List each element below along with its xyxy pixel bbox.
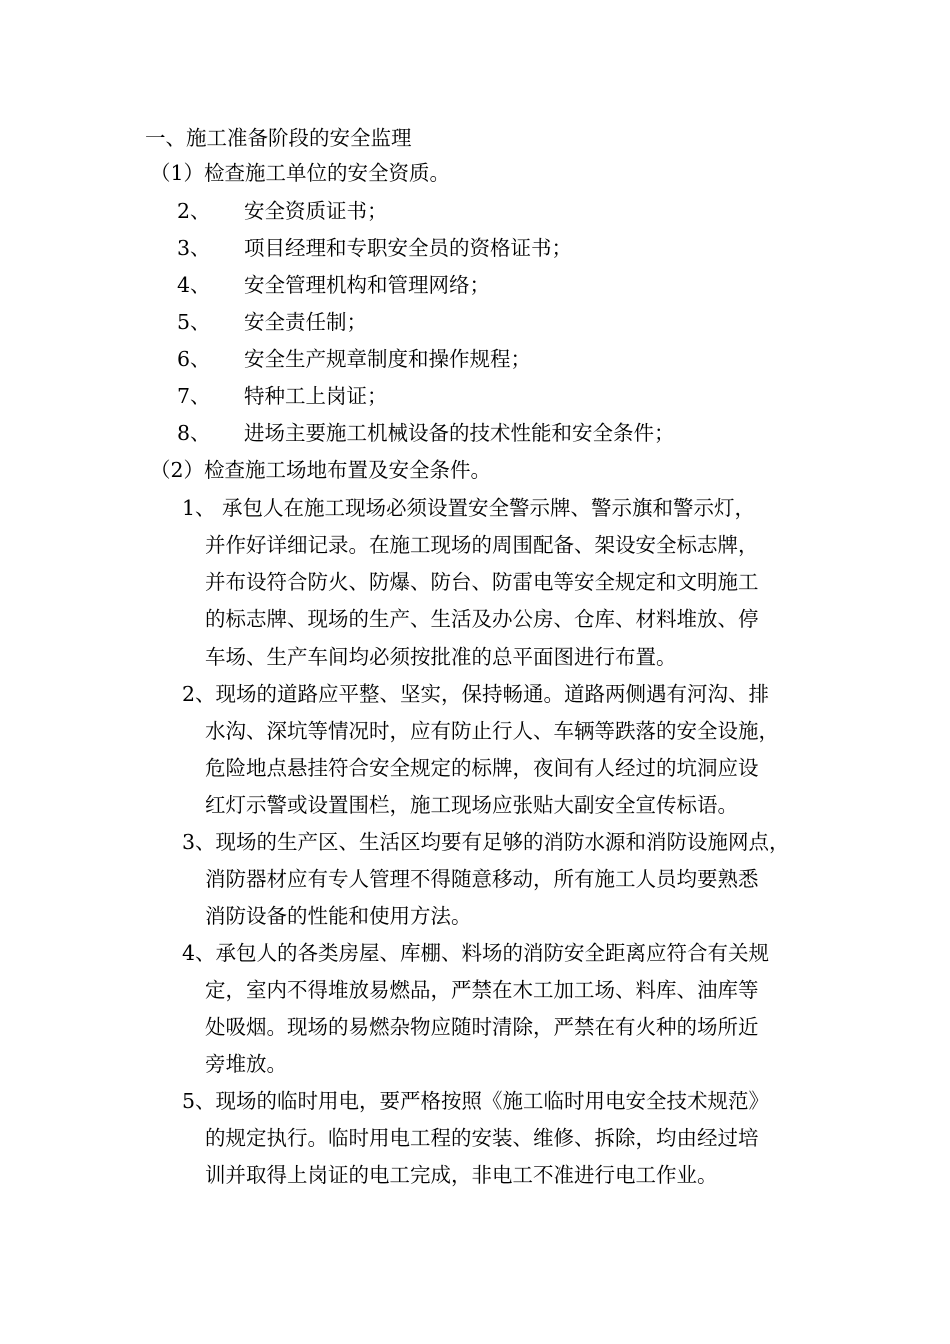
list-item-number: 8、	[177, 421, 211, 445]
paragraph-first-line: 4、承包人的各类房屋、库棚、料场的消防安全距离应符合有关规	[182, 941, 770, 965]
list-item-text: 项目经理和专职安全员的资格证书；	[244, 236, 572, 260]
paragraph-line: 定，室内不得堆放易燃品，严禁在木工加工场、料库、油库等	[205, 978, 759, 1002]
list-item-number: 4、	[177, 273, 211, 297]
paragraph-line: 的规定执行。临时用电工程的安装、维修、拆除，均由经过培	[205, 1126, 759, 1150]
paragraph-line: 消防器材应有专人管理不得随意移动，所有施工人员均要熟悉	[205, 867, 759, 891]
list-item-number: 3、	[177, 236, 211, 260]
paragraph-line: 危险地点悬挂符合安全规定的标牌，夜间有人经过的坑洞应设	[205, 756, 759, 780]
list-item-text: 安全管理机构和管理网络；	[244, 273, 490, 297]
list-item-text: 安全责任制；	[244, 310, 367, 334]
part2-title: （2）检查施工场地布置及安全条件。	[150, 458, 492, 482]
list-item-text: 特种工上岗证；	[244, 384, 388, 408]
list-item-text: 安全资质证书；	[244, 199, 388, 223]
paragraph-line: 并布设符合防火、防爆、防台、防雷电等安全规定和文明施工	[205, 570, 759, 594]
paragraph-line: 处吸烟。现场的易燃杂物应随时清除，严禁在有火种的场所近	[205, 1015, 759, 1039]
paragraph-line: 旁堆放。	[205, 1052, 287, 1076]
paragraph-first-line: 2、现场的道路应平整、坚实，保持畅通。道路两侧遇有河沟、排	[182, 682, 770, 706]
list-item-number: 2、	[177, 199, 211, 223]
paragraph-line: 训并取得上岗证的电工完成，非电工不准进行电工作业。	[205, 1163, 718, 1187]
part1-title: （1）检查施工单位的安全资质。	[150, 161, 451, 185]
paragraph-line: 车场、生产车间均必须按批准的总平面图进行布置。	[205, 645, 677, 669]
paragraph-first-line: 1、 承包人在施工现场必须设置安全警示牌、警示旗和警示灯，	[182, 496, 756, 520]
paragraph-first-line: 3、现场的生产区、生活区均要有足够的消防水源和消防设施网点，	[182, 830, 790, 854]
list-item-number: 5、	[177, 310, 211, 334]
section-heading: 一、施工准备阶段的安全监理	[145, 126, 412, 150]
paragraph-line: 红灯示警或设置围栏，施工现场应张贴大副安全宣传标语。	[205, 793, 738, 817]
list-item-text: 进场主要施工机械设备的技术性能和安全条件；	[244, 421, 675, 445]
paragraph-first-line: 5、现场的临时用电，要严格按照《施工临时用电安全技术规范》	[182, 1089, 770, 1113]
list-item-number: 7、	[177, 384, 211, 408]
paragraph-line: 消防设备的性能和使用方法。	[205, 904, 472, 928]
list-item-number: 6、	[177, 347, 211, 371]
paragraph-line: 水沟、深坑等情况时，应有防止行人、车辆等跌落的安全设施，	[205, 719, 779, 743]
paragraph-line: 的标志牌、现场的生产、生活及办公房、仓库、材料堆放、停	[205, 607, 759, 631]
paragraph-line: 并作好详细记录。在施工现场的周围配备、架设安全标志牌，	[205, 533, 759, 557]
list-item-text: 安全生产规章制度和操作规程；	[244, 347, 531, 371]
